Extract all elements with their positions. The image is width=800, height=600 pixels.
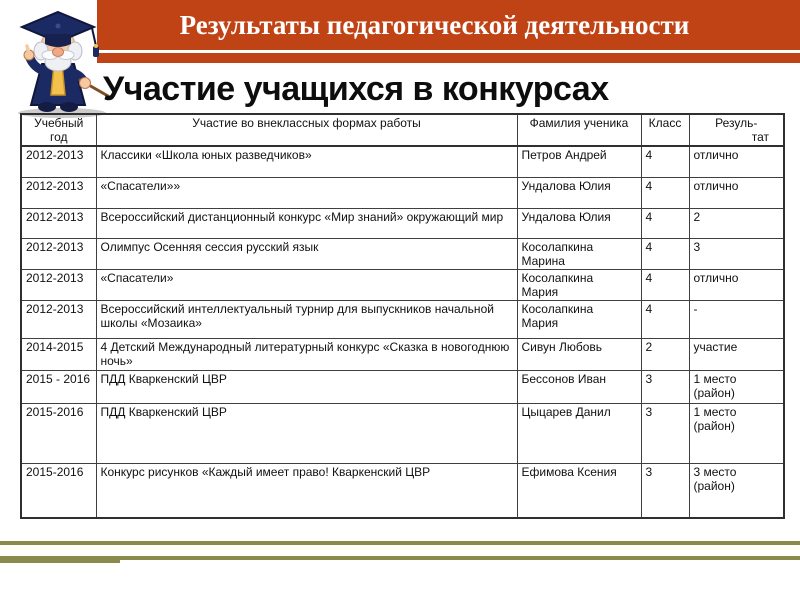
col-header-year: Учебный год [21,114,96,146]
year-cell: 2012-2013 [21,146,96,177]
grade-cell: 3 [641,403,689,463]
activity-cell: ПДД Кваркенский ЦВР [96,403,517,463]
result-cell [689,338,784,370]
result-value: 1 место (район) [693,371,737,400]
grade-cell: 4 [641,269,689,300]
result-value: - [693,301,698,316]
grade-cell: 4 [641,208,689,238]
activity-cell: «Спасатели»» [96,177,517,208]
student-name: Ундалова Юлия [521,209,611,224]
student-cell [517,177,641,208]
activity-cell: Конкурс рисунков «Каждый имеет право! Кваркенский ЦВР [96,463,517,518]
title-band [97,0,800,50]
student-cell [517,238,641,269]
result-value: участие [693,339,738,354]
result-cell [689,403,784,463]
activity-cell: Всероссийский дистанционный конкурс «Мир знаний» окружающий мир [96,208,517,238]
grade-cell: 4 [641,177,689,208]
activity-cell: ПДД Кваркенский ЦВР [96,370,517,403]
table-row [21,208,784,238]
student-cell [517,300,641,338]
table-row [21,403,784,463]
student-name: Бессонов Иван [521,371,607,386]
col-header-result [689,114,784,146]
results-table [20,113,785,519]
table-row [21,238,784,269]
result-value: отлично [693,178,739,193]
student-cell [517,370,641,403]
result-cell [689,238,784,269]
activity-cell: 4 Детский Международный литературный конкурс «Сказка в новогоднюю ночь» [96,338,517,370]
result-value: 3 [693,239,701,254]
bottom-accent-bar [0,541,800,560]
grade-cell: 3 [641,463,689,518]
col-header-grade: Класс [641,114,689,146]
result-value: отлично [693,270,739,285]
year-cell: 2012-2013 [21,300,96,338]
table-row [21,463,784,518]
year-cell: 2012-2013 [21,269,96,300]
student-cell [517,269,641,300]
table-row [21,269,784,300]
table-row [21,177,784,208]
table-row [21,300,784,338]
result-cell [689,177,784,208]
year-cell: 2012-2013 [21,208,96,238]
activity-cell: Классики «Школа юных разведчиков» [96,146,517,177]
result-cell [689,463,784,518]
student-cell [517,146,641,177]
grade-cell: 3 [641,370,689,403]
result-value: 1 место (район) [693,404,737,433]
table-header-row [21,114,784,146]
slide-heading: Участие учащихся в конкурсах [103,70,609,108]
student-name: Косолапкина Марина [521,239,594,268]
activity-cell: Олимпус Осенняя сессия русский язык [96,238,517,269]
year-cell: 2015-2016 [21,463,96,518]
band-title: Результаты педагогической деятельности [179,9,690,40]
student-name: Цыцарев Данил [521,404,611,419]
col-header-result-line2: тат [751,130,769,144]
col-header-activity: Участие во внеклассных формах работы [96,114,517,146]
col-header-result-line1: Резуль- [715,116,758,130]
year-cell: 2014-2015 [21,338,96,370]
student-name: Косолапкина Мария [521,270,594,299]
grade-cell: 4 [641,300,689,338]
student-name: Косолапкина Мария [521,301,594,330]
activity-cell: «Спасатели» [96,269,517,300]
student-cell [517,463,641,518]
result-cell [689,208,784,238]
table-row [21,338,784,370]
result-value: 3 место (район) [693,464,737,493]
student-name: Сивун Любовь [521,339,602,354]
activity-cell: Всероссийский интеллектуальный турнир для выпускников начальной школы «Мозаика» [96,300,517,338]
student-name: Петров Андрей [521,148,607,162]
year-cell: 2012-2013 [21,238,96,269]
bottom-accent-bar-step [0,560,120,563]
result-value: 2 [693,209,701,224]
result-cell [689,269,784,300]
result-cell [689,300,784,338]
table-row [21,146,784,177]
student-cell [517,338,641,370]
year-cell: 2012-2013 [21,177,96,208]
result-cell [689,370,784,403]
year-cell: 2015-2016 [21,403,96,463]
student-cell [517,208,641,238]
result-value: отлично [693,148,739,162]
col-header-student: Фамилия ученика [517,114,641,146]
student-name: Ефимова Ксения [521,464,617,479]
grade-cell: 4 [641,238,689,269]
table-row [21,370,784,403]
result-cell [689,146,784,177]
grade-cell: 2 [641,338,689,370]
grade-cell: 4 [641,146,689,177]
student-cell [517,403,641,463]
title-band-strip [97,53,800,63]
student-name: Ундалова Юлия [521,178,611,193]
year-cell: 2015 - 2016 [21,370,96,403]
